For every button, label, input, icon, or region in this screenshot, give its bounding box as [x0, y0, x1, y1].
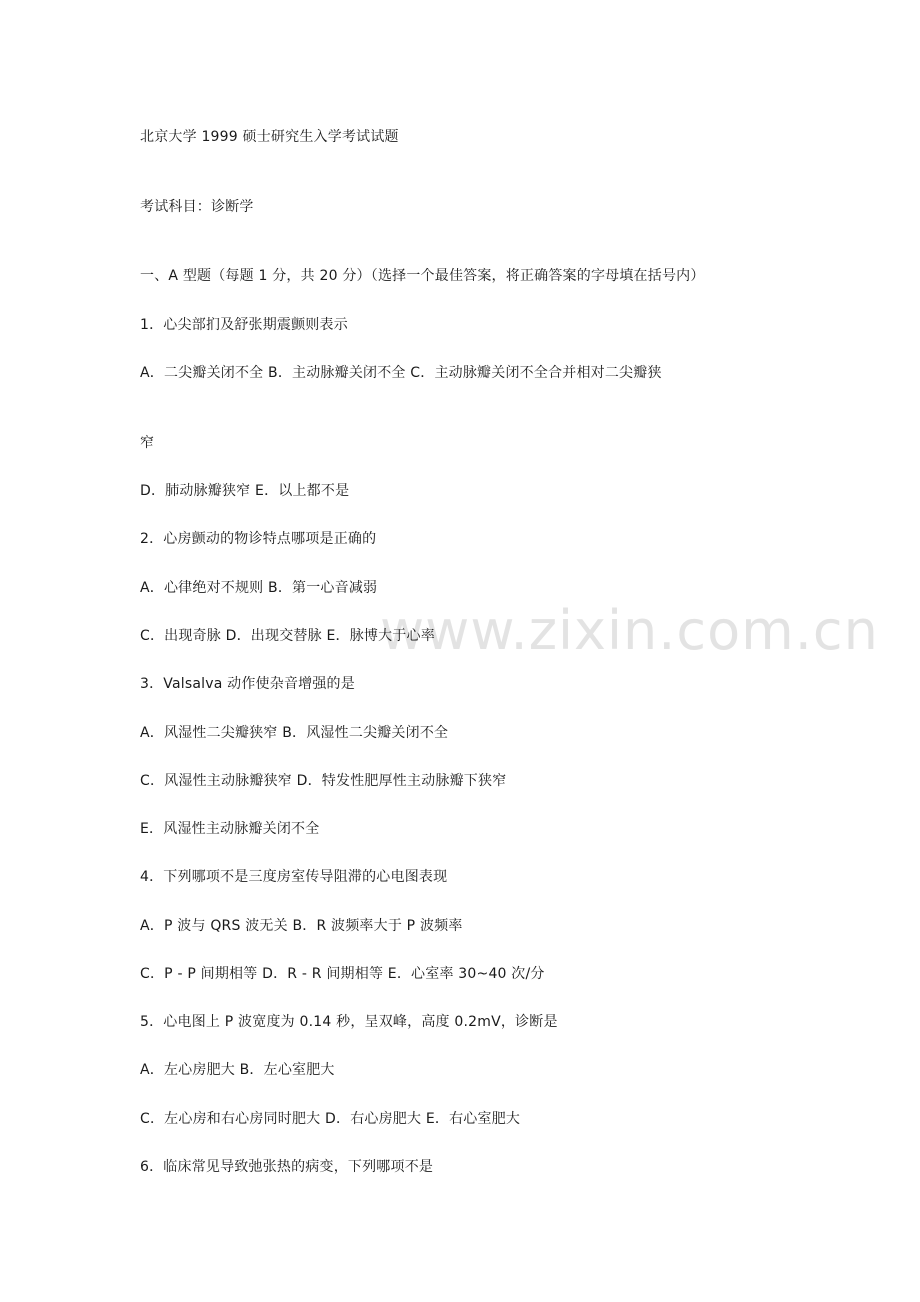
option-line: C．风湿性主动脉瓣狭窄 D．特发性肥厚性主动脉瓣下狭窄: [140, 773, 507, 789]
question-line: 1．心尖部扪及舒张期震颤则表示: [140, 317, 348, 333]
option-line: E．风湿性主动脉瓣关闭不全: [140, 821, 320, 837]
option-line: A．P 波与 QRS 波无关 B．R 波频率大于 P 波频率: [140, 918, 463, 934]
option-line: C．P - P 间期相等 D．R - R 间期相等 E．心室率 30~40 次/分: [140, 966, 545, 982]
option-line: A．心律绝对不规则 B．第一心音减弱: [140, 580, 378, 596]
question-line: 3．Valsalva 动作使杂音增强的是: [140, 676, 355, 692]
option-line: A．风湿性二尖瓣狭窄 B．风湿性二尖瓣关闭不全: [140, 725, 449, 741]
option-line: A．二尖瓣关闭不全 B．主动脉瓣关闭不全 C．主动脉瓣关闭不全合并相对二尖瓣狭: [140, 365, 662, 381]
question-line: 6．临床常见导致弛张热的病变，下列哪项不是: [140, 1159, 434, 1175]
exam-subject: 考试科目：诊断学: [140, 199, 254, 215]
watermark: www.zixin.com.cn: [380, 599, 879, 662]
document-title: 北京大学 1999 硕士研究生入学考试试题: [140, 129, 399, 145]
section-header: 一、A 型题（每题 1 分，共 20 分）（选择一个最佳答案，将正确答案的字母填在括号内）: [140, 268, 705, 284]
question-line: 4．下列哪项不是三度房室传导阻滞的心电图表现: [140, 869, 448, 885]
option-line: C．出现奇脉 D．出现交替脉 E．脉博大于心率: [140, 628, 435, 644]
question-line: 2．心房颤动的物诊特点哪项是正确的: [140, 531, 377, 547]
option-line: A．左心房肥大 B．左心室肥大: [140, 1062, 335, 1078]
option-line: C．左心房和右心房同时肥大 D．右心房肥大 E．右心室肥大: [140, 1111, 521, 1127]
option-line: D．肺动脉瓣狭窄 E．以上都不是: [140, 483, 350, 499]
question-line: 5．心电图上 P 波宽度为 0.14 秒，呈双峰，高度 0.2mV，诊断是: [140, 1014, 558, 1030]
option-line-continued: 窄: [140, 435, 155, 451]
